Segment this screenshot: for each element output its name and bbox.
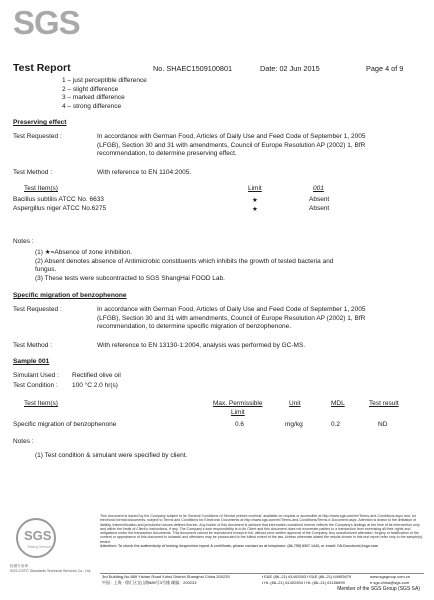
attention-text: Attention: To check the authenticity of testing /inspection report & certificate, please contact us at telephone: (86-755) 8307 1443, or email: CN.Doccheck@sgs.com (100, 544, 379, 549)
table-row (13, 196, 423, 205)
benzo-method-text: With reference to EN 13130-1:2004, analysis was performed by GC-MS. (97, 342, 306, 349)
sample-heading: Sample 001 (13, 358, 50, 365)
benzo-req-label: Test Requested : (13, 306, 62, 313)
preserving-method-text: With reference to EN 1104:2005. (97, 169, 192, 176)
text-line: In accordance with German Food, Articles of Daily Use and Feed Code of September 1, 2005 (97, 306, 366, 313)
col-max-limit: Max. Permissible (213, 400, 263, 407)
seal-logo-text: SGS (24, 528, 52, 543)
report-date: Date: 02 Jun 2015 (260, 64, 320, 73)
scale-line: 3 – marked difference (62, 94, 125, 102)
preserving-req-label: Test Requested : (13, 133, 62, 140)
note-line: (2) Absent denotes absence of Antimicrobic constituents which inhibits the growth of tested bacteria and (35, 257, 334, 265)
table-row (13, 205, 423, 214)
report-number: No. SHAEC1509100801 (153, 64, 233, 73)
col-limit-2: Limit (231, 409, 245, 416)
row-unit: mg/kg (285, 421, 303, 428)
sample-notes-label: Notes : (13, 438, 34, 445)
note-line: (1) ★=Absence of zone inhibition. (35, 249, 133, 256)
seal-small-text: Testing Service (27, 545, 51, 549)
web-link[interactable]: www.sgsgroup.com.cn (370, 574, 411, 579)
condition-label: Test Condition : (13, 382, 58, 389)
page-number: Page 4 of 9 (366, 64, 404, 73)
benzo-method-label: Test Method : (13, 342, 53, 349)
text-line: (LFGB), Section 30 and 31 with amendments, Council of Europe Resolution AP (2002) 1, BfR (97, 141, 366, 149)
col-unit: Unit (289, 400, 301, 407)
preserving-heading: Preserving effect (13, 119, 67, 126)
seal-cn-text: 检测专用章 (10, 564, 28, 568)
text-line: In accordance with German Food, Articles of Daily Use and Feed Code of September 1, 2005 (97, 133, 366, 140)
seal-company-text: SGS-CSTC Standards Technical Services Co., Ltd. (10, 568, 92, 573)
preserving-method-label: Test Method : (13, 169, 53, 176)
condition-value: 100 °C 2.0 hr(s) (72, 382, 118, 389)
migration-table-header-2 (13, 409, 423, 418)
sample-note: (1) Test condition & simulant were specified by client. (35, 452, 188, 459)
text-line: (LFGB), Section 30 and 31 with amendments, Council of Europe Resolution AP (2002) 1, BfR (97, 314, 366, 322)
benzo-req-text (97, 306, 365, 332)
col-sample: 001 (313, 185, 324, 192)
footer-phones (262, 574, 351, 586)
footer-address (102, 574, 230, 586)
phone-line: t HL (86–21) 61402594 f HL (86–21) 61156899 (262, 580, 345, 585)
footer-web (370, 574, 410, 586)
row-limit: 0.6 (235, 421, 245, 428)
note-line: (3) These tests were subcontracted to SGS ShangHai FOOD Lab. (35, 274, 225, 282)
col-test-result: Test result (369, 400, 399, 407)
address-en: 3rd Building,No.889 Yishan Road Xuhui District,Shanghai China 200233 (102, 574, 230, 579)
email-link[interactable]: e sgs.china@sgs.com (370, 580, 410, 585)
sgs-seal-icon (16, 518, 56, 558)
simulant-label: Simulant Used : (13, 372, 59, 379)
text-line: recommendation, to determine specific migration of benzophenone. (97, 323, 292, 331)
scale-line: 4 – strong difference (62, 102, 122, 110)
preserving-table-header (13, 185, 423, 194)
note-line: fungus. (35, 266, 57, 274)
member-line: Member of the SGS Group (SGS SA) (337, 586, 420, 592)
col-mdl: MDL (331, 400, 345, 407)
sgs-logo: SGS (13, 4, 80, 41)
disclaimer-text: This document is issued by the Company subject to its General Conditions of Service printed overleaf, available on request or accessible at http://www.sgs.com/en/Terms-and-Conditions.aspx and, for electronic format documents, subject to Terms and Conditions for Electronic Documents at http://www.sgs.com/en/Terms-and-Conditions/Terms-e-Document.aspx. Attention is drawn to the limitation of liability, indemnification and jurisdiction issues defined therein. Any holder of this document is advised that information contained hereon reflects the Company's findings at the time of its intervention only and within the limits of Client's instructions, if any. The Company's sole responsibility is to its Client and this document does not exonerate parties to a transaction from exercising all their rights and obligations under the transaction documents. This document cannot be reproduced except in full, without prior written approval of the Company. Any unauthorized alteration, forgery or falsification of the content or appearance of this document is unlawful and offenders may be prosecuted to the fullest extent of the law. Unless otherwise stated the results shown in this test report refer only to the sample(s) tested. (100, 514, 423, 544)
benzo-heading: Specific migration of benzophenone (13, 292, 127, 299)
col-test-item: Test Item(s) (24, 185, 58, 192)
col-test-item: Test Item(s) (24, 400, 58, 407)
text-line: recommendation, to determine preserving effect. (97, 150, 237, 158)
simulant-value: Rectified olive oil (72, 372, 121, 379)
report-title: Test Report (13, 62, 71, 74)
seal-caption (10, 564, 95, 573)
row-item: Bacillus subtilis ATCC No. 6633 (13, 196, 104, 203)
phone-line: t E&E (86–21) 61402553 f E&E (86–21) 64953679 (262, 574, 352, 579)
row-result: Absent (309, 205, 330, 212)
scale-line: 2 – slight difference (62, 85, 119, 93)
table-row (13, 421, 423, 430)
address-cn: 中国 · 上海 · 徐汇区宜山路889号3号楼 邮编：200233 (102, 580, 197, 585)
migration-table-header (13, 400, 423, 409)
preserving-notes (35, 249, 333, 283)
col-limit: Limit (248, 185, 262, 192)
row-limit: ★ (252, 206, 258, 213)
preserving-req-text (97, 133, 365, 159)
row-result: Absent (309, 196, 330, 203)
row-limit: ★ (252, 197, 258, 204)
row-result: ND (378, 421, 388, 428)
row-mdl: 0.2 (331, 421, 341, 428)
scale-line: 1 – just perceptible difference (62, 77, 147, 84)
row-item: Specific migration of benzophenone (13, 421, 117, 428)
preserving-notes-label: Notes : (13, 238, 34, 245)
footer-disclaimer (100, 514, 425, 548)
difference-scale (62, 77, 147, 111)
row-item: Aspergillus niger ATCC No.6275 (13, 205, 107, 212)
